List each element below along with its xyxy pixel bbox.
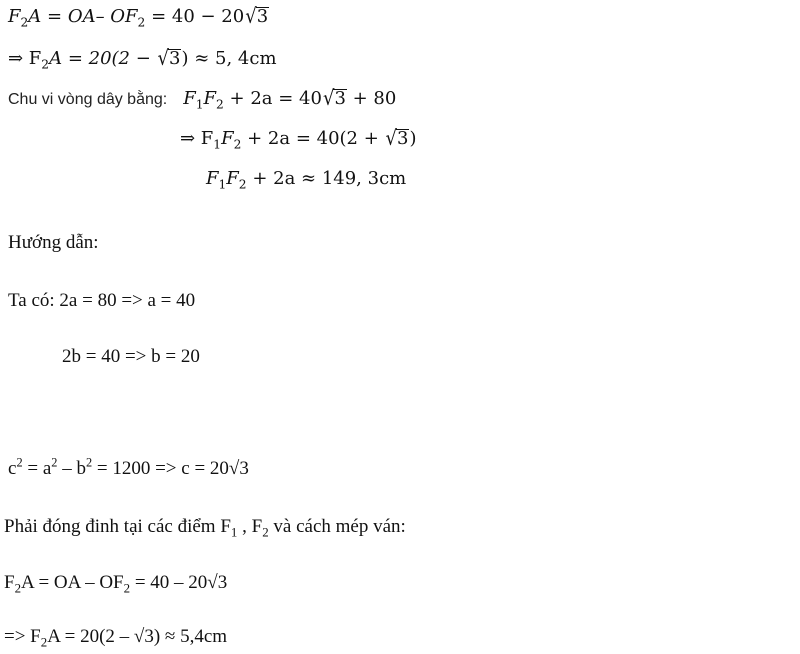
sqrt-icon: √: [385, 126, 398, 151]
step-line-3: $c^2 = a^2 - b^2 = 1200 => c = 20√3$: [8, 455, 249, 479]
step-line-4: Phải đóng đinh tại các điểm $F_1$ , $F_2$ và cách mép ván:: [4, 516, 406, 540]
sqrt-icon: √: [322, 86, 335, 111]
sqrt-icon: √: [157, 46, 170, 71]
formula-line-4: ⇒ $F_1F_2 + 2a = 40(2 + √3)$: [180, 126, 417, 152]
step-line-1: Ta có: 2a = 80 => a = 40: [8, 290, 196, 311]
formula-line-5: $F_1F_2 + 2a \approx 149$, 3cm: [206, 168, 407, 192]
step-line-5: $F_2A$ = OA – $OF_2 = 40 - 20√3$: [4, 572, 228, 596]
guide-heading: Hướng dẫn:: [8, 232, 99, 253]
formula-line-2: ⇒ $F_2A = 20(2 - √3) \approx 5$, 4cm: [8, 46, 277, 72]
formula-line-1: $F_2A = OA-$ $OF_2 = 40 - 20√3$: [8, 4, 269, 30]
step-line-2: 2b = 40 => b = 20: [62, 346, 200, 367]
perimeter-label: Chu vi vòng dây bằng:: [8, 91, 168, 108]
step-line-6: => $F_2A = 20(2 - √3) \approx 5,4cm$: [4, 626, 228, 650]
sqrt-icon: √: [245, 4, 257, 29]
formula-line-3: Chu vi vòng dây bằng: $F_1F_2 + 2a = 40√3 + 80$: [8, 86, 397, 112]
